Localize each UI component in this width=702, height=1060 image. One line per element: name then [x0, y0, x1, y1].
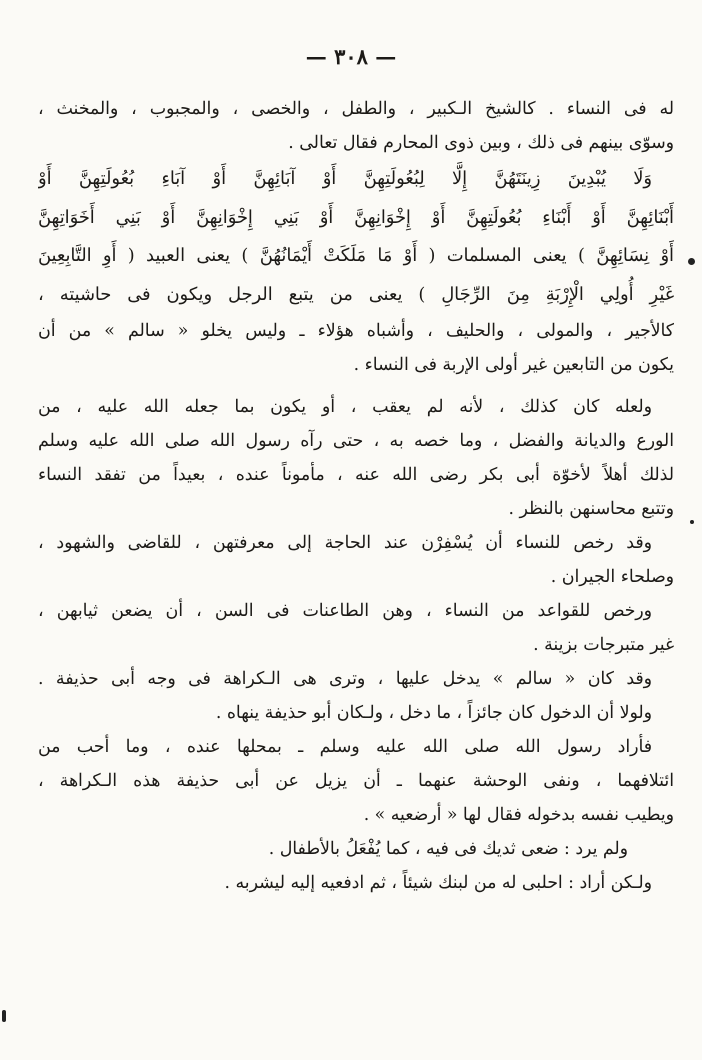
- page-number: — ٣٠٨ —: [305, 44, 397, 69]
- text-line: غير متبرجات بزينة .: [533, 635, 674, 655]
- quran-line: غَيْرِ أُولِي الْإِرْبَةِ مِنَ الرِّجَالِ ) يعنى من يتبع الرجل ويكون فى حاشيته ،: [38, 283, 674, 305]
- scan-mark: [2, 1010, 6, 1022]
- text-line: وقد رخص للنساء أن يُسْفِرْن عند الحاجة إلى معرفتهن ، للقاضى والشهود ،: [38, 533, 652, 553]
- text-line: ورخص للقواعد من النساء ، وهن الطاعنات فى السن ، أن يضعن ثيابهن ،: [38, 601, 652, 621]
- body-text: [38, 92, 674, 900]
- text-line: وصلحاء الجيران .: [550, 567, 674, 587]
- text-line: كالأجير ، والمولى ، والحليف ، وأشباه هؤلاء ـ وليس يخلو « سالم » من أن: [38, 321, 674, 341]
- text-line: ويطيب نفسه بدخوله فقال لها « أرضعيه » .: [363, 805, 674, 825]
- text-line: وسوّى بينهم فى ذلك ، وبين ذوى المحارم فقال تعالى .: [288, 133, 674, 153]
- scan-mark: [690, 520, 694, 524]
- text-line: وتتبع محاسنهن بالنظر .: [508, 499, 674, 519]
- text-line: فأراد رسول الله صلى الله عليه وسلم ـ بمحلها عنده ، وما أحب من: [38, 737, 652, 757]
- text-line: لذلك أهلاً لأخوّة أبى بكر رضى الله عنه ، مأموناً عنده ، بعيداً من تفقد النساء: [38, 465, 674, 485]
- text-line: ولعله كان كذلك ، لأنه لم يعقب ، أو يكون بما جعله الله عليه ، من: [38, 397, 652, 417]
- paragraph-gap: [38, 382, 674, 390]
- text-line: ولـكن أراد : احلبى له من لبنك شيئاً ، ثم ادفعيه إليه ليشربه .: [224, 873, 652, 893]
- quran-line: وَلَا يُبْدِينَ زِينَتَهُنَّ إِلَّا لِبُعُولَتِهِنَّ أَوْ آبَائِهِنَّ أَوْ آبَاءِ بُعُولَتِهِنَّ أَوْ: [38, 168, 652, 189]
- text-line: ائتلافهما ، ونفى الوحشة عنهما ـ أن يزيل عن أبى حذيفة هذه الـكراهة ،: [38, 771, 674, 791]
- text-line: الورع والديانة والفضل ، وما خصه به ، حتى رآه رسول الله صلى الله عليه وسلم: [38, 431, 674, 451]
- quran-line: أَبْنَائِهِنَّ أَوْ أَبْنَاءِ بُعُولَتِهِنَّ أَوْ إِخْوَانِهِنَّ أَوْ بَنِي إِخْوَانِهِنَّ أَوْ بَنِي أَخَوَاتِهِنَّ: [38, 206, 674, 228]
- quran-line: أَوْ نِسَائِهِنَّ ) يعنى المسلمات ( أَوْ مَا مَلَكَتْ أَيْمَانُهُنَّ ) يعنى العبيد ( أَوِ التَّابِعِينَ: [38, 245, 674, 266]
- text-line: وقد كان « سالم » يدخل عليها ، وترى هى الـكراهة فى وجه أبى حذيفة .: [38, 669, 652, 689]
- text-line: ولم يرد : ضعى ثديك فى فيه ، كما يُفْعَلُ بالأطفال .: [268, 839, 628, 859]
- text-line: له فى النساء . كالشيخ الـكبير ، والطفل ، والخصى ، والمجبوب ، والمخنث ،: [38, 99, 674, 119]
- text-line: يكون من التابعين غير أولى الإربة فى النساء .: [353, 355, 674, 375]
- scan-mark: [688, 258, 695, 265]
- text-line: ولولا أن الدخول كان جائزاً ، ما دخل ، ولـكان أبو حذيفة ينهاه .: [215, 703, 652, 723]
